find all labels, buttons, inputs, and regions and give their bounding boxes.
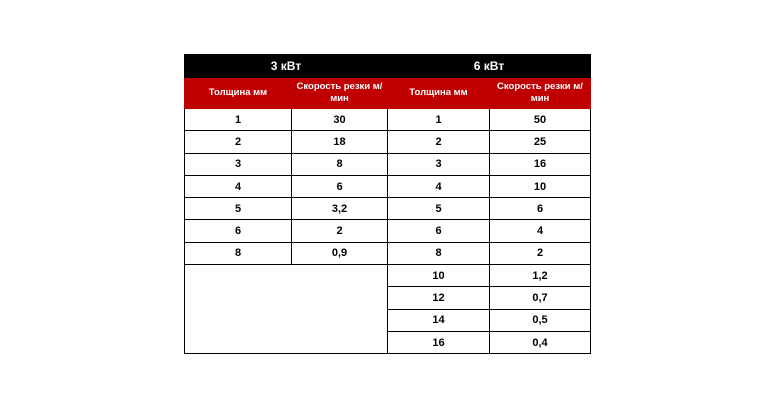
speed-6kw-cell: 0,5 (490, 309, 591, 331)
thickness-3kw-header: Толщина мм (185, 78, 292, 109)
speed-6kw-cell: 16 (490, 153, 591, 175)
thickness-6kw-cell: 14 (388, 309, 490, 331)
power-6kw-header: 6 кВт (388, 55, 591, 78)
table-row (185, 131, 591, 153)
cutting-speed-table (184, 54, 591, 354)
speed-6kw-cell: 6 (490, 198, 591, 220)
speed-6kw-cell: 50 (490, 109, 591, 131)
table-row (185, 220, 591, 242)
thickness-3kw-cell: 6 (185, 220, 292, 242)
power-header-row (185, 55, 591, 78)
speed-6kw-cell: 2 (490, 242, 591, 264)
thickness-3kw-cell: 3 (185, 153, 292, 175)
speed-3kw-cell: 8 (292, 153, 388, 175)
thickness-6kw-cell: 3 (388, 153, 490, 175)
table-row (185, 265, 591, 287)
thickness-3kw-cell: 2 (185, 131, 292, 153)
thickness-3kw-cell: 8 (185, 242, 292, 264)
speed-6kw-header: Скорость резки м/мин (490, 78, 591, 109)
speed-3kw-cell: 3,2 (292, 198, 388, 220)
speed-3kw-cell: 18 (292, 131, 388, 153)
column-header-row (185, 78, 591, 109)
speed-6kw-cell: 25 (490, 131, 591, 153)
power-3kw-header: 3 кВт (185, 55, 388, 78)
thickness-6kw-cell: 12 (388, 287, 490, 309)
speed-3kw-cell: 6 (292, 175, 388, 197)
speed-3kw-cell: 30 (292, 109, 388, 131)
empty-3kw-block (185, 265, 388, 354)
thickness-6kw-header: Толщина мм (388, 78, 490, 109)
thickness-6kw-cell: 8 (388, 242, 490, 264)
speed-3kw-header: Скорость резки м/мин (292, 78, 388, 109)
speed-6kw-cell: 0,4 (490, 331, 591, 353)
table-row (185, 198, 591, 220)
thickness-6kw-cell: 2 (388, 131, 490, 153)
thickness-6kw-cell: 5 (388, 198, 490, 220)
thickness-6kw-cell: 6 (388, 220, 490, 242)
thickness-6kw-cell: 10 (388, 265, 490, 287)
speed-6kw-cell: 10 (490, 175, 591, 197)
thickness-3kw-cell: 4 (185, 175, 292, 197)
speed-3kw-cell: 0,9 (292, 242, 388, 264)
table-row (185, 109, 591, 131)
table-row (185, 153, 591, 175)
thickness-3kw-cell: 1 (185, 109, 292, 131)
speed-6kw-cell: 4 (490, 220, 591, 242)
thickness-6kw-cell: 4 (388, 175, 490, 197)
thickness-3kw-cell: 5 (185, 198, 292, 220)
table-row (185, 175, 591, 197)
thickness-6kw-cell: 1 (388, 109, 490, 131)
thickness-6kw-cell: 16 (388, 331, 490, 353)
speed-6kw-cell: 0,7 (490, 287, 591, 309)
speed-3kw-cell: 2 (292, 220, 388, 242)
speed-6kw-cell: 1,2 (490, 265, 591, 287)
table-row (185, 242, 591, 264)
